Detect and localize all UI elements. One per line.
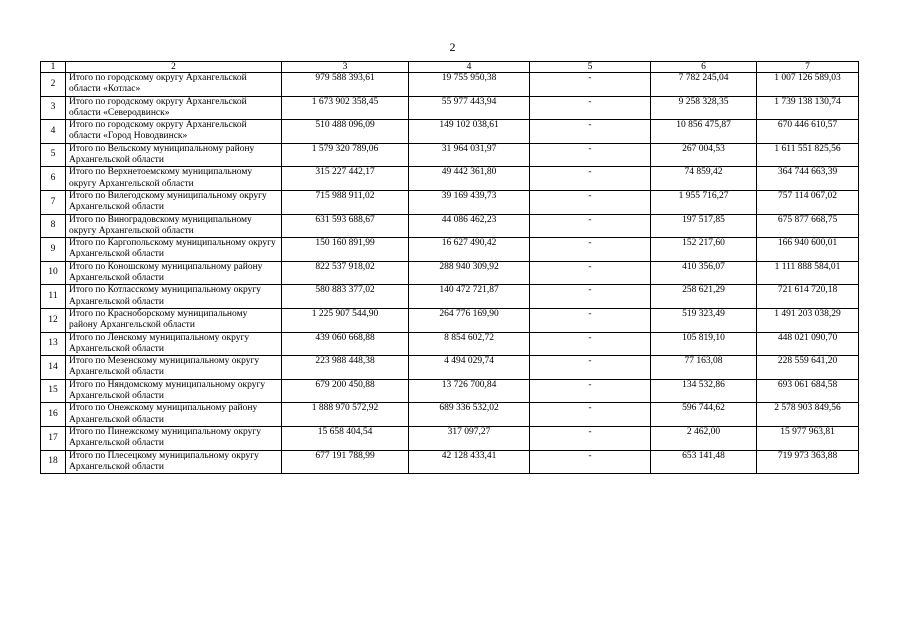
table-row	[41, 308, 859, 332]
municipality-name: Итого по Вельскому муниципальному району Архангельской области	[66, 143, 282, 167]
value-col-7: 1 739 138 130,74	[757, 96, 859, 120]
value-col-3: 715 988 911,02	[282, 190, 409, 214]
value-col-5: -	[530, 120, 651, 144]
value-col-3: 979 588 393,61	[282, 73, 409, 97]
value-col-3: 15 658 404,54	[282, 426, 409, 450]
value-col-6: 653 141,48	[651, 450, 757, 474]
value-col-7: 2 578 903 849,56	[757, 403, 859, 427]
value-col-5: -	[530, 167, 651, 191]
row-number: 8	[41, 214, 66, 238]
value-col-6: 9 258 328,35	[651, 96, 757, 120]
value-col-4: 49 442 361,80	[409, 167, 530, 191]
value-col-4: 264 776 169,90	[409, 308, 530, 332]
value-col-7: 364 744 663,39	[757, 167, 859, 191]
value-col-3: 677 191 788,99	[282, 450, 409, 474]
municipality-name: Итого по Няндомскому муниципальному округу Архангельской области	[66, 379, 282, 403]
value-col-5: -	[530, 450, 651, 474]
value-col-6: 2 462,00	[651, 426, 757, 450]
value-col-6: 152 217,60	[651, 238, 757, 262]
row-number: 10	[41, 261, 66, 285]
value-col-3: 1 888 970 572,92	[282, 403, 409, 427]
header-cell-2: 2	[66, 62, 282, 73]
value-col-7: 693 061 684,58	[757, 379, 859, 403]
municipality-name: Итого по Плесецкому муниципальному округу Архангельской области	[66, 450, 282, 474]
value-col-7: 719 973 363,88	[757, 450, 859, 474]
value-col-6: 258 621,29	[651, 285, 757, 309]
value-col-5: -	[530, 403, 651, 427]
value-col-5: -	[530, 285, 651, 309]
row-number: 16	[41, 403, 66, 427]
value-col-4: 31 964 031,97	[409, 143, 530, 167]
value-col-4: 4 494 029,74	[409, 356, 530, 380]
value-col-3: 822 537 918,02	[282, 261, 409, 285]
value-col-7: 448 021 090,70	[757, 332, 859, 356]
table-row	[41, 379, 859, 403]
row-number: 13	[41, 332, 66, 356]
value-col-5: -	[530, 261, 651, 285]
municipality-name: Итого по городскому округу Архангельской области «Котлас»	[66, 73, 282, 97]
value-col-4: 39 169 439,73	[409, 190, 530, 214]
value-col-6: 74 859,42	[651, 167, 757, 191]
value-col-6: 77 163,08	[651, 356, 757, 380]
value-col-3: 223 988 448,38	[282, 356, 409, 380]
municipality-name: Итого по Коношскому муниципальному району Архангельской области	[66, 261, 282, 285]
municipality-name: Итого по городскому округу Архангельской области «Северодвинск»	[66, 96, 282, 120]
value-col-5: -	[530, 96, 651, 120]
value-col-3: 580 883 377,02	[282, 285, 409, 309]
value-col-7: 670 446 610,57	[757, 120, 859, 144]
municipality-name: Итого по Пинежскому муниципальному округу Архангельской области	[66, 426, 282, 450]
table-row	[41, 261, 859, 285]
value-col-5: -	[530, 308, 651, 332]
row-number: 3	[41, 96, 66, 120]
value-col-6: 7 782 245,04	[651, 73, 757, 97]
value-col-3: 150 160 891,99	[282, 238, 409, 262]
table-row	[41, 214, 859, 238]
value-col-6: 134 532,86	[651, 379, 757, 403]
value-col-5: -	[530, 143, 651, 167]
value-col-4: 44 086 462,23	[409, 214, 530, 238]
value-col-6: 1 955 716,27	[651, 190, 757, 214]
value-col-7: 721 614 720,18	[757, 285, 859, 309]
header-cell-6: 6	[651, 62, 757, 73]
municipality-name: Итого по Ленскому муниципальному округу Архангельской области	[66, 332, 282, 356]
municipality-name: Итого по городскому округу Архангельской области «Город Новодвинск»	[66, 120, 282, 144]
table-row	[41, 403, 859, 427]
value-col-4: 55 977 443,94	[409, 96, 530, 120]
value-col-4: 140 472 721,87	[409, 285, 530, 309]
row-number: 4	[41, 120, 66, 144]
value-col-6: 519 323,49	[651, 308, 757, 332]
municipality-name: Итого по Вилегодскому муниципальному округу Архангельской области	[66, 190, 282, 214]
value-col-4: 689 336 532,02	[409, 403, 530, 427]
value-col-6: 10 856 475,87	[651, 120, 757, 144]
value-col-4: 317 097,27	[409, 426, 530, 450]
header-cell-7: 7	[757, 62, 859, 73]
value-col-7: 1 611 551 825,56	[757, 143, 859, 167]
value-col-6: 197 517,85	[651, 214, 757, 238]
table-row	[41, 73, 859, 97]
value-col-3: 679 200 450,88	[282, 379, 409, 403]
municipality-name: Итого по Каргопольскому муниципальному округу Архангельской области	[66, 238, 282, 262]
municipality-name: Итого по Мезенскому муниципальному округу Архангельской области	[66, 356, 282, 380]
table-row	[41, 167, 859, 191]
budget-table	[40, 61, 859, 474]
header-row	[41, 62, 859, 73]
value-col-3: 1 673 902 358,45	[282, 96, 409, 120]
table-row	[41, 450, 859, 474]
row-number: 6	[41, 167, 66, 191]
row-number: 18	[41, 450, 66, 474]
table-row	[41, 120, 859, 144]
value-col-6: 267 004,53	[651, 143, 757, 167]
row-number: 11	[41, 285, 66, 309]
row-number: 15	[41, 379, 66, 403]
municipality-name: Итого по Верхнетоемскому муниципальному округу Архангельской области	[66, 167, 282, 191]
value-col-7: 15 977 963,81	[757, 426, 859, 450]
value-col-5: -	[530, 379, 651, 403]
value-col-7: 228 559 641,20	[757, 356, 859, 380]
value-col-6: 410 356,07	[651, 261, 757, 285]
row-number: 2	[41, 73, 66, 97]
value-col-4: 42 128 433,41	[409, 450, 530, 474]
header-cell-3: 3	[282, 62, 409, 73]
value-col-4: 13 726 700,84	[409, 379, 530, 403]
table-row	[41, 356, 859, 380]
value-col-5: -	[530, 332, 651, 356]
value-col-7: 1 491 203 038,29	[757, 308, 859, 332]
value-col-5: -	[530, 190, 651, 214]
table-row	[41, 285, 859, 309]
municipality-name: Итого по Красноборскому муниципальному району Архангельской области	[66, 308, 282, 332]
value-col-6: 105 819,10	[651, 332, 757, 356]
municipality-name: Итого по Виноградовскому муниципальному округу Архангельской области	[66, 214, 282, 238]
value-col-5: -	[530, 73, 651, 97]
table-row	[41, 143, 859, 167]
value-col-5: -	[530, 214, 651, 238]
municipality-name: Итого по Котласскому муниципальному округу Архангельской области	[66, 285, 282, 309]
value-col-5: -	[530, 426, 651, 450]
value-col-3: 510 488 096,09	[282, 120, 409, 144]
value-col-7: 675 877 668,75	[757, 214, 859, 238]
header-cell-5: 5	[530, 62, 651, 73]
row-number: 17	[41, 426, 66, 450]
value-col-3: 631 593 688,67	[282, 214, 409, 238]
value-col-3: 439 060 668,88	[282, 332, 409, 356]
value-col-4: 19 755 950,38	[409, 73, 530, 97]
value-col-4: 149 102 038,61	[409, 120, 530, 144]
table-row	[41, 96, 859, 120]
value-col-3: 1 225 907 544,90	[282, 308, 409, 332]
header-cell-1: 1	[41, 62, 66, 73]
table-row	[41, 190, 859, 214]
header-cell-4: 4	[409, 62, 530, 73]
row-number: 14	[41, 356, 66, 380]
municipality-name: Итого по Онежскому муниципальному району Архангельской области	[66, 403, 282, 427]
value-col-7: 757 114 067,02	[757, 190, 859, 214]
value-col-3: 1 579 320 789,06	[282, 143, 409, 167]
value-col-7: 1 111 888 584,01	[757, 261, 859, 285]
table-row	[41, 426, 859, 450]
row-number: 12	[41, 308, 66, 332]
value-col-7: 1 007 126 589,03	[757, 73, 859, 97]
value-col-4: 8 854 602,72	[409, 332, 530, 356]
table-row	[41, 238, 859, 262]
table-row	[41, 332, 859, 356]
value-col-4: 16 627 490,42	[409, 238, 530, 262]
row-number: 7	[41, 190, 66, 214]
value-col-4: 288 940 309,92	[409, 261, 530, 285]
value-col-3: 315 227 442,17	[282, 167, 409, 191]
value-col-7: 166 940 600,01	[757, 238, 859, 262]
value-col-5: -	[530, 356, 651, 380]
value-col-6: 596 744,62	[651, 403, 757, 427]
table-body	[41, 62, 859, 474]
page-number: 2	[449, 40, 456, 54]
row-number: 5	[41, 143, 66, 167]
value-col-5: -	[530, 238, 651, 262]
row-number: 9	[41, 238, 66, 262]
